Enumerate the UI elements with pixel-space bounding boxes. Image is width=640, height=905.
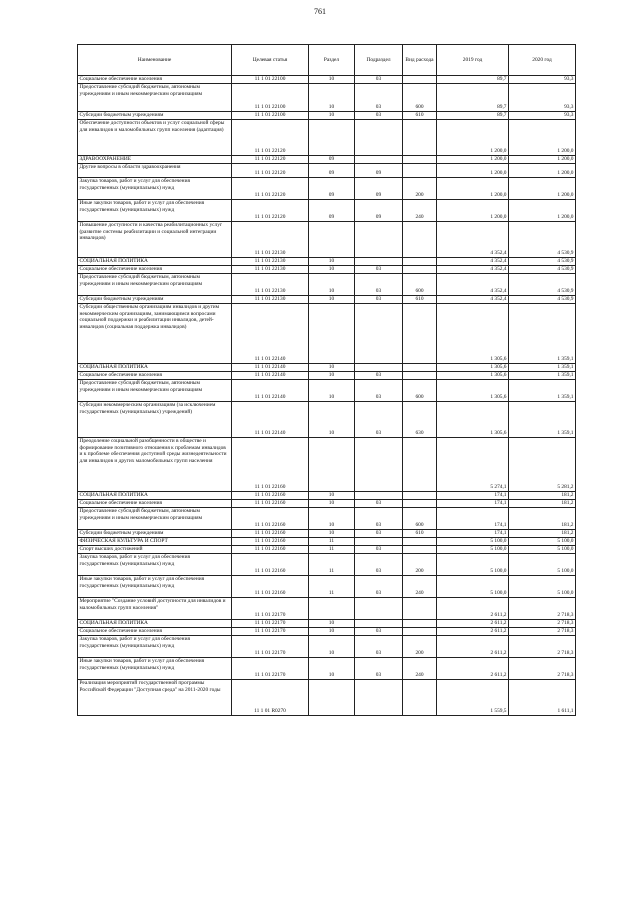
row-expense-type — [403, 492, 437, 500]
row-expense-type — [403, 156, 437, 164]
row-amount-2019: 1 200,0 — [437, 164, 509, 178]
row-target-article: 11 1 01 22140 — [232, 364, 309, 372]
row-subsection — [355, 538, 403, 546]
table-row — [78, 546, 576, 554]
row-amount-2020: 181,2 — [509, 500, 576, 508]
row-section: 09 — [309, 164, 355, 178]
row-section: 10 — [309, 364, 355, 372]
row-amount-2020: 5 100,0 — [509, 554, 576, 576]
row-expense-type — [403, 680, 437, 716]
header-section: Раздел — [309, 45, 355, 76]
row-amount-2020: 181,2 — [509, 530, 576, 538]
row-amount-2019: 5 100,0 — [437, 546, 509, 554]
row-subsection — [355, 680, 403, 716]
row-section: 09 — [309, 200, 355, 222]
table-row — [78, 156, 576, 164]
row-amount-2020: 1 611,1 — [509, 680, 576, 716]
row-expense-type: 610 — [403, 112, 437, 120]
row-subsection — [355, 620, 403, 628]
row-amount-2019: 1 200,0 — [437, 156, 509, 164]
row-expense-type: 200 — [403, 178, 437, 200]
row-amount-2019: 1 305,6 — [437, 402, 509, 438]
row-name: Предоставление субсидий бюджетным, автономным учреждениям и иным некоммерческим организациям — [78, 380, 232, 402]
row-amount-2020: 1 359,1 — [509, 372, 576, 380]
row-amount-2020: 1 359,1 — [509, 364, 576, 372]
row-subsection: 03 — [355, 576, 403, 598]
table-row — [78, 274, 576, 296]
row-target-article: 11 1 01 22100 — [232, 84, 309, 112]
row-section — [309, 598, 355, 620]
row-expense-type: 200 — [403, 636, 437, 658]
row-subsection: 09 — [355, 200, 403, 222]
row-section: 10 — [309, 76, 355, 84]
row-target-article: 11 1 01 22120 — [232, 164, 309, 178]
row-section: 11 — [309, 554, 355, 576]
row-section: 10 — [309, 84, 355, 112]
row-amount-2019: 5 100,0 — [437, 538, 509, 546]
row-target-article: 11 1 01 22130 — [232, 222, 309, 258]
table-row — [78, 628, 576, 636]
row-amount-2019: 2 611,2 — [437, 620, 509, 628]
table-row — [78, 620, 576, 628]
table-row — [78, 380, 576, 402]
row-subsection: 09 — [355, 178, 403, 200]
row-name: Обеспечение доступности объектов и услуг социальной сферы для инвалидов и маломобильных групп населения (адаптация) — [78, 120, 232, 156]
row-section: 10 — [309, 402, 355, 438]
table-row — [78, 84, 576, 112]
row-amount-2020: 181,2 — [509, 508, 576, 530]
row-target-article: 11 1 01 22120 — [232, 156, 309, 164]
row-expense-type — [403, 164, 437, 178]
header-name: Наименование — [78, 45, 232, 76]
row-subsection: 03 — [355, 380, 403, 402]
row-subsection: 03 — [355, 112, 403, 120]
row-name: Предоставление субсидий бюджетным, автономным учреждениям и иным некоммерческим организациям — [78, 508, 232, 530]
row-target-article: 11 1 01 22130 — [232, 258, 309, 266]
row-target-article: 11 1 01 22160 — [232, 492, 309, 500]
row-amount-2020: 1 359,1 — [509, 304, 576, 364]
row-section: 09 — [309, 156, 355, 164]
row-subsection — [355, 492, 403, 500]
row-subsection — [355, 304, 403, 364]
row-amount-2019: 5 100,0 — [437, 576, 509, 598]
row-section: 10 — [309, 380, 355, 402]
row-name: Социальное обеспечение населения — [78, 628, 232, 636]
row-target-article: 11 1 01 R0270 — [232, 680, 309, 716]
row-amount-2020: 93,3 — [509, 112, 576, 120]
row-name: Субсидии некоммерческим организациям (за исключением государственных (муниципальных) учреждений) — [78, 402, 232, 438]
row-target-article: 11 1 01 22120 — [232, 178, 309, 200]
table-row — [78, 658, 576, 680]
row-expense-type — [403, 620, 437, 628]
row-target-article: 11 1 01 22170 — [232, 658, 309, 680]
row-section: 10 — [309, 274, 355, 296]
table-row — [78, 364, 576, 372]
row-amount-2019: 2 611,2 — [437, 658, 509, 680]
table-row — [78, 120, 576, 156]
table-row — [78, 222, 576, 258]
row-amount-2020: 2 718,3 — [509, 620, 576, 628]
row-name: СОЦИАЛЬНАЯ ПОЛИТИКА — [78, 492, 232, 500]
row-amount-2020: 1 359,1 — [509, 380, 576, 402]
row-subsection: 03 — [355, 266, 403, 274]
row-amount-2019: 4 352,4 — [437, 222, 509, 258]
row-amount-2019: 174,1 — [437, 508, 509, 530]
row-name: Субсидии общественным организациям инвалидов и другим некоммерческим организациям, занимающимся вопросами социальной поддержки и реабилитации инвалидов, детей-инвалидов (социальная поддержка инвалидов) — [78, 304, 232, 364]
row-subsection: 03 — [355, 554, 403, 576]
table-row — [78, 164, 576, 178]
row-target-article: 11 1 01 22160 — [232, 438, 309, 492]
row-name: СОЦИАЛЬНАЯ ПОЛИТИКА — [78, 620, 232, 628]
row-amount-2020: 1 200,0 — [509, 164, 576, 178]
row-target-article: 11 1 01 22120 — [232, 200, 309, 222]
row-expense-type: 610 — [403, 530, 437, 538]
row-expense-type: 200 — [403, 554, 437, 576]
row-target-article: 11 1 01 22160 — [232, 500, 309, 508]
row-amount-2020: 5 100,0 — [509, 546, 576, 554]
row-subsection: 03 — [355, 274, 403, 296]
row-section — [309, 222, 355, 258]
row-amount-2019: 89,7 — [437, 76, 509, 84]
table-row — [78, 576, 576, 598]
row-expense-type: 610 — [403, 296, 437, 304]
row-section: 10 — [309, 112, 355, 120]
row-subsection: 03 — [355, 530, 403, 538]
row-amount-2019: 1 305,6 — [437, 304, 509, 364]
row-name: Мероприятие "Создание условий доступности для инвалидов и маломобильных групп населения" — [78, 598, 232, 620]
row-target-article: 11 1 01 22140 — [232, 304, 309, 364]
row-subsection — [355, 598, 403, 620]
row-subsection: 03 — [355, 402, 403, 438]
row-expense-type: 600 — [403, 84, 437, 112]
row-amount-2020: 4 530,9 — [509, 296, 576, 304]
row-expense-type: 240 — [403, 576, 437, 598]
row-subsection: 03 — [355, 76, 403, 84]
row-amount-2020: 1 200,0 — [509, 178, 576, 200]
header-subsection: Подраздел — [355, 45, 403, 76]
row-subsection: 03 — [355, 500, 403, 508]
row-section: 10 — [309, 658, 355, 680]
row-target-article: 11 1 01 22130 — [232, 296, 309, 304]
row-expense-type — [403, 304, 437, 364]
row-target-article: 11 1 01 22100 — [232, 112, 309, 120]
row-amount-2019: 4 352,4 — [437, 274, 509, 296]
row-subsection: 03 — [355, 658, 403, 680]
row-name: ФИЗИЧЕСКАЯ КУЛЬТУРА И СПОРТ — [78, 538, 232, 546]
row-amount-2019: 1 200,0 — [437, 120, 509, 156]
row-name: Другие вопросы в области здравоохранения — [78, 164, 232, 178]
row-target-article: 11 1 01 22120 — [232, 120, 309, 156]
row-subsection — [355, 156, 403, 164]
row-amount-2019: 89,7 — [437, 112, 509, 120]
row-subsection — [355, 438, 403, 492]
row-target-article: 11 1 01 22140 — [232, 380, 309, 402]
row-amount-2020: 2 718,3 — [509, 636, 576, 658]
row-expense-type — [403, 120, 437, 156]
row-name: Социальное обеспечение населения — [78, 500, 232, 508]
row-amount-2019: 1 200,0 — [437, 200, 509, 222]
row-name: Предоставление субсидий бюджетным, автономным учреждениям и иным некоммерческим организациям — [78, 274, 232, 296]
row-expense-type — [403, 500, 437, 508]
row-expense-type: 240 — [403, 658, 437, 680]
row-amount-2019: 1 305,6 — [437, 372, 509, 380]
row-subsection — [355, 120, 403, 156]
row-amount-2020: 4 530,9 — [509, 274, 576, 296]
row-section — [309, 120, 355, 156]
row-amount-2020: 93,3 — [509, 76, 576, 84]
row-name: Социальное обеспечение населения — [78, 76, 232, 84]
row-amount-2020: 4 530,9 — [509, 266, 576, 274]
table-row — [78, 538, 576, 546]
row-target-article: 11 1 01 22140 — [232, 372, 309, 380]
table-header-row — [78, 45, 576, 76]
row-amount-2019: 174,1 — [437, 500, 509, 508]
row-amount-2020: 181,2 — [509, 492, 576, 500]
table-row — [78, 266, 576, 274]
table-row — [78, 112, 576, 120]
row-expense-type — [403, 222, 437, 258]
row-section: 10 — [309, 620, 355, 628]
budget-table — [77, 44, 576, 716]
row-amount-2019: 2 611,2 — [437, 628, 509, 636]
row-amount-2020: 5 281,2 — [509, 438, 576, 492]
row-name: Реализация мероприятий государственной программы Российской Федерации "Доступная среда" на 2011-2020 годы — [78, 680, 232, 716]
row-target-article: 11 1 01 22160 — [232, 538, 309, 546]
row-amount-2020: 2 718,3 — [509, 628, 576, 636]
row-expense-type — [403, 372, 437, 380]
row-expense-type — [403, 266, 437, 274]
row-amount-2019: 1 305,6 — [437, 380, 509, 402]
row-subsection: 03 — [355, 372, 403, 380]
row-expense-type — [403, 598, 437, 620]
row-expense-type — [403, 438, 437, 492]
row-amount-2020: 1 200,0 — [509, 120, 576, 156]
row-amount-2019: 1 305,6 — [437, 364, 509, 372]
header-year-2020: 2020 год — [509, 45, 576, 76]
row-amount-2019: 4 352,4 — [437, 266, 509, 274]
row-expense-type: 600 — [403, 274, 437, 296]
row-amount-2019: 4 352,4 — [437, 296, 509, 304]
row-name: Предоставление субсидий бюджетным, автономным учреждениям и иным некоммерческим организациям — [78, 84, 232, 112]
row-amount-2020: 2 718,3 — [509, 658, 576, 680]
row-amount-2019: 4 352,4 — [437, 258, 509, 266]
row-subsection — [355, 258, 403, 266]
row-amount-2019: 5 100,0 — [437, 554, 509, 576]
row-amount-2020: 1 359,1 — [509, 402, 576, 438]
row-target-article: 11 1 01 22130 — [232, 266, 309, 274]
row-name: Спорт высших достижений — [78, 546, 232, 554]
row-section: 10 — [309, 266, 355, 274]
row-name: Социальное обеспечение населения — [78, 266, 232, 274]
row-subsection: 03 — [355, 628, 403, 636]
row-expense-type — [403, 628, 437, 636]
row-section: 10 — [309, 628, 355, 636]
row-target-article: 11 1 01 22170 — [232, 598, 309, 620]
row-section: 10 — [309, 530, 355, 538]
row-name: Субсидии бюджетным учреждениям — [78, 530, 232, 538]
row-name: СОЦИАЛЬНАЯ ПОЛИТИКА — [78, 364, 232, 372]
row-subsection: 03 — [355, 296, 403, 304]
row-name: Повышение доступности и качества реабилитационных услуг (развитие системы реабилитации и социальной интеграции инвалидов) — [78, 222, 232, 258]
row-amount-2019: 2 611,2 — [437, 598, 509, 620]
row-subsection: 03 — [355, 636, 403, 658]
table-row — [78, 76, 576, 84]
table-row — [78, 530, 576, 538]
row-target-article: 11 1 01 22160 — [232, 508, 309, 530]
row-section: 10 — [309, 258, 355, 266]
row-section — [309, 680, 355, 716]
row-amount-2020: 4 530,9 — [509, 258, 576, 266]
row-target-article: 11 1 01 22160 — [232, 530, 309, 538]
row-amount-2019: 1 200,0 — [437, 178, 509, 200]
row-name: Иные закупки товаров, работ и услуг для обеспечения государственных (муниципальных) нужд — [78, 658, 232, 680]
row-section: 10 — [309, 636, 355, 658]
row-name: СОЦИАЛЬНАЯ ПОЛИТИКА — [78, 258, 232, 266]
table-row — [78, 178, 576, 200]
header-target-article: Целевая статья — [232, 45, 309, 76]
row-expense-type: 240 — [403, 200, 437, 222]
row-subsection — [355, 364, 403, 372]
row-name: ЗДРАВООХРАНЕНИЕ — [78, 156, 232, 164]
table-row — [78, 402, 576, 438]
row-amount-2020: 93,3 — [509, 84, 576, 112]
table-row — [78, 304, 576, 364]
table-row — [78, 296, 576, 304]
row-expense-type — [403, 538, 437, 546]
row-name: Закупка товаров, работ и услуг для обеспечения государственных (муниципальных) нужд — [78, 554, 232, 576]
row-target-article: 11 1 01 22170 — [232, 620, 309, 628]
row-expense-type — [403, 258, 437, 266]
row-name: Иные закупки товаров, работ и услуг для обеспечения государственных (муниципальных) нужд — [78, 576, 232, 598]
row-expense-type: 600 — [403, 508, 437, 530]
header-expense-type: Вид расхода — [403, 45, 437, 76]
row-name: Субсидии бюджетным учреждениям — [78, 296, 232, 304]
row-amount-2020: 5 100,0 — [509, 538, 576, 546]
row-name: Закупка товаров, работ и услуг для обеспечения государственных (муниципальных) нужд — [78, 178, 232, 200]
row-amount-2019: 174,1 — [437, 492, 509, 500]
row-section: 11 — [309, 538, 355, 546]
row-name: Иные закупки товаров, работ и услуг для обеспечения государственных (муниципальных) нужд — [78, 200, 232, 222]
row-section: 10 — [309, 372, 355, 380]
row-subsection: 03 — [355, 546, 403, 554]
row-section: 11 — [309, 546, 355, 554]
row-section: 11 — [309, 576, 355, 598]
row-name: Социальное обеспечение населения — [78, 372, 232, 380]
page-number: 761 — [314, 7, 326, 16]
row-expense-type: 600 — [403, 380, 437, 402]
table-row — [78, 372, 576, 380]
table-row — [78, 554, 576, 576]
row-section: 10 — [309, 296, 355, 304]
row-target-article: 11 1 01 22160 — [232, 546, 309, 554]
row-amount-2019: 174,1 — [437, 530, 509, 538]
row-section: 10 — [309, 492, 355, 500]
row-expense-type: 630 — [403, 402, 437, 438]
row-subsection: 09 — [355, 164, 403, 178]
table-row — [78, 438, 576, 492]
row-section: 10 — [309, 500, 355, 508]
table-row — [78, 500, 576, 508]
row-target-article: 11 1 01 22160 — [232, 576, 309, 598]
row-name: Субсидии бюджетным учреждениям — [78, 112, 232, 120]
row-amount-2020: 1 200,0 — [509, 200, 576, 222]
row-target-article: 11 1 01 22170 — [232, 628, 309, 636]
row-subsection: 03 — [355, 84, 403, 112]
table-row — [78, 492, 576, 500]
row-target-article: 11 1 01 22160 — [232, 554, 309, 576]
row-amount-2020: 2 718,3 — [509, 598, 576, 620]
row-amount-2019: 5 274,1 — [437, 438, 509, 492]
table-row — [78, 258, 576, 266]
table-row — [78, 636, 576, 658]
row-subsection: 03 — [355, 508, 403, 530]
row-section — [309, 304, 355, 364]
row-amount-2020: 1 200,0 — [509, 156, 576, 164]
row-amount-2019: 1 559,5 — [437, 680, 509, 716]
row-expense-type — [403, 76, 437, 84]
row-target-article: 11 1 01 22130 — [232, 274, 309, 296]
row-expense-type — [403, 546, 437, 554]
row-subsection — [355, 222, 403, 258]
header-year-2019: 2019 год — [437, 45, 509, 76]
row-expense-type — [403, 364, 437, 372]
row-amount-2020: 5 100,0 — [509, 576, 576, 598]
row-target-article: 11 1 01 22100 — [232, 76, 309, 84]
table-row — [78, 680, 576, 716]
table-row — [78, 598, 576, 620]
row-amount-2019: 89,7 — [437, 84, 509, 112]
table-row — [78, 508, 576, 530]
table-row — [78, 200, 576, 222]
row-name: Закупка товаров, работ и услуг для обеспечения государственных (муниципальных) нужд — [78, 636, 232, 658]
row-section: 10 — [309, 508, 355, 530]
row-section: 09 — [309, 178, 355, 200]
row-amount-2020: 4 530,9 — [509, 222, 576, 258]
row-name: Преодоление социальной разобщенности в обществе и формирование позитивного отношения к проблемам инвалидов и к проблеме обеспечения доступной среды жизнедеятельности для инвалидов и других маломобильных групп населения — [78, 438, 232, 492]
row-section — [309, 438, 355, 492]
row-target-article: 11 1 01 22170 — [232, 636, 309, 658]
row-target-article: 11 1 01 22140 — [232, 402, 309, 438]
row-amount-2019: 2 611,2 — [437, 636, 509, 658]
